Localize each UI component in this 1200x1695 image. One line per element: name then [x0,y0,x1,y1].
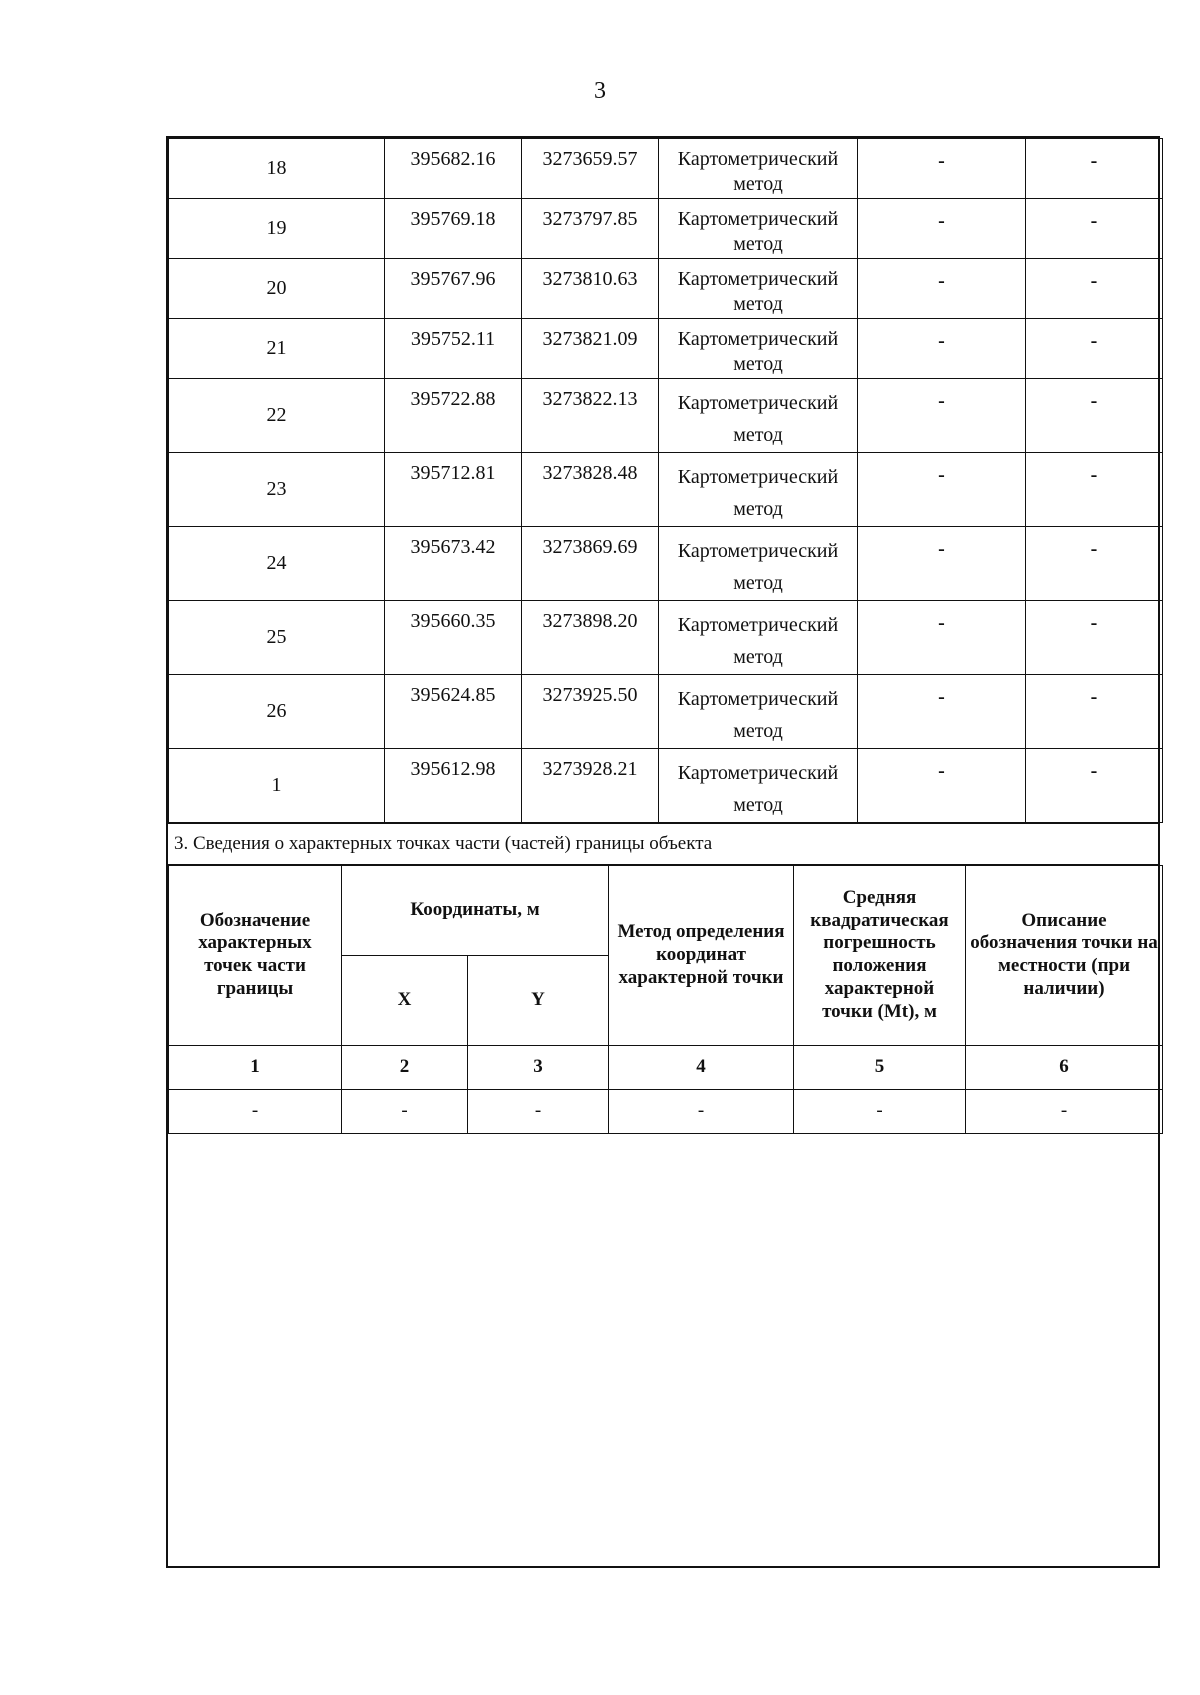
mt-value: - [858,527,1026,601]
part-boundary-table [168,865,1163,1134]
point-number: 20 [169,259,385,319]
method: Картометрический метод [659,139,858,199]
cell-value: - [169,1089,342,1133]
coordinate-x: 395769.18 [385,199,522,259]
description-value: - [1026,199,1163,259]
mt-value: - [858,319,1026,379]
header-y: Y [468,955,609,1045]
coordinate-x: 395660.35 [385,601,522,675]
mt-value: - [858,601,1026,675]
table-row [169,601,1163,675]
coordinate-x: 395612.98 [385,749,522,823]
point-number: 22 [169,379,385,453]
point-number: 25 [169,601,385,675]
coordinate-x: 395712.81 [385,453,522,527]
description-value: - [1026,675,1163,749]
header-mt: Средняя квадратическая погрешность положения характерной точки (Mt), м [794,865,966,1045]
coordinate-y: 3273797.85 [522,199,659,259]
cell-value: - [468,1089,609,1133]
coordinate-x: 395682.16 [385,139,522,199]
description-value: - [1026,319,1163,379]
description-value: - [1026,379,1163,453]
table-row [169,259,1163,319]
coordinate-y: 3273925.50 [522,675,659,749]
method: Картометрический метод [659,453,858,527]
mt-value: - [858,139,1026,199]
method: Картометрический метод [659,319,858,379]
point-number: 21 [169,319,385,379]
coordinate-x: 395722.88 [385,379,522,453]
column-number: 5 [794,1045,966,1089]
description-value: - [1026,139,1163,199]
column-number: 3 [468,1045,609,1089]
mt-value: - [858,379,1026,453]
mt-value: - [858,259,1026,319]
point-number: 26 [169,675,385,749]
method: Картометрический метод [659,675,858,749]
coordinate-y: 3273821.09 [522,319,659,379]
header-description: Описание обозначения точки на местности (при наличии) [966,865,1163,1045]
column-number: 6 [966,1045,1163,1089]
table-row [169,139,1163,199]
coordinate-y: 3273928.21 [522,749,659,823]
coordinate-y: 3273898.20 [522,601,659,675]
table-row [169,199,1163,259]
table-row [169,319,1163,379]
point-number: 23 [169,453,385,527]
method: Картометрический метод [659,527,858,601]
column-number: 1 [169,1045,342,1089]
header-coordinates: Координаты, м [342,865,609,955]
coordinate-x: 395624.85 [385,675,522,749]
section-3-title: 3. Сведения о характерных точках части (частей) границы объекта [168,824,1158,865]
description-value: - [1026,527,1163,601]
coordinate-y: 3273822.13 [522,379,659,453]
points-table [168,138,1163,823]
table-row [169,379,1163,453]
point-number: 1 [169,749,385,823]
column-number: 4 [609,1045,794,1089]
table-row [169,675,1163,749]
mt-value: - [858,199,1026,259]
method: Картометрический метод [659,749,858,823]
document-frame [166,136,1160,1568]
header-method: Метод определения координат характерной точки [609,865,794,1045]
cell-value: - [966,1089,1163,1133]
point-number: 19 [169,199,385,259]
coordinate-x: 395752.11 [385,319,522,379]
table-row [169,453,1163,527]
point-number: 24 [169,527,385,601]
description-value: - [1026,749,1163,823]
coordinate-y: 3273810.63 [522,259,659,319]
header-x: X [342,955,468,1045]
page-number: 3 [594,78,606,104]
cell-value: - [609,1089,794,1133]
method: Картометрический метод [659,601,858,675]
header-designation: Обозначение характерных точек части границы [169,865,342,1045]
method: Картометрический метод [659,379,858,453]
table-row [169,749,1163,823]
mt-value: - [858,675,1026,749]
mt-value: - [858,749,1026,823]
column-number: 2 [342,1045,468,1089]
coordinate-y: 3273659.57 [522,139,659,199]
description-value: - [1026,259,1163,319]
table-row [169,527,1163,601]
cell-value: - [342,1089,468,1133]
section-3-heading-table [168,823,1158,865]
coordinate-x: 395767.96 [385,259,522,319]
description-value: - [1026,601,1163,675]
coordinate-y: 3273828.48 [522,453,659,527]
coordinate-y: 3273869.69 [522,527,659,601]
coordinate-x: 395673.42 [385,527,522,601]
method: Картометрический метод [659,259,858,319]
method: Картометрический метод [659,199,858,259]
point-number: 18 [169,139,385,199]
cell-value: - [794,1089,966,1133]
description-value: - [1026,453,1163,527]
mt-value: - [858,453,1026,527]
points-table-body [169,139,1163,823]
